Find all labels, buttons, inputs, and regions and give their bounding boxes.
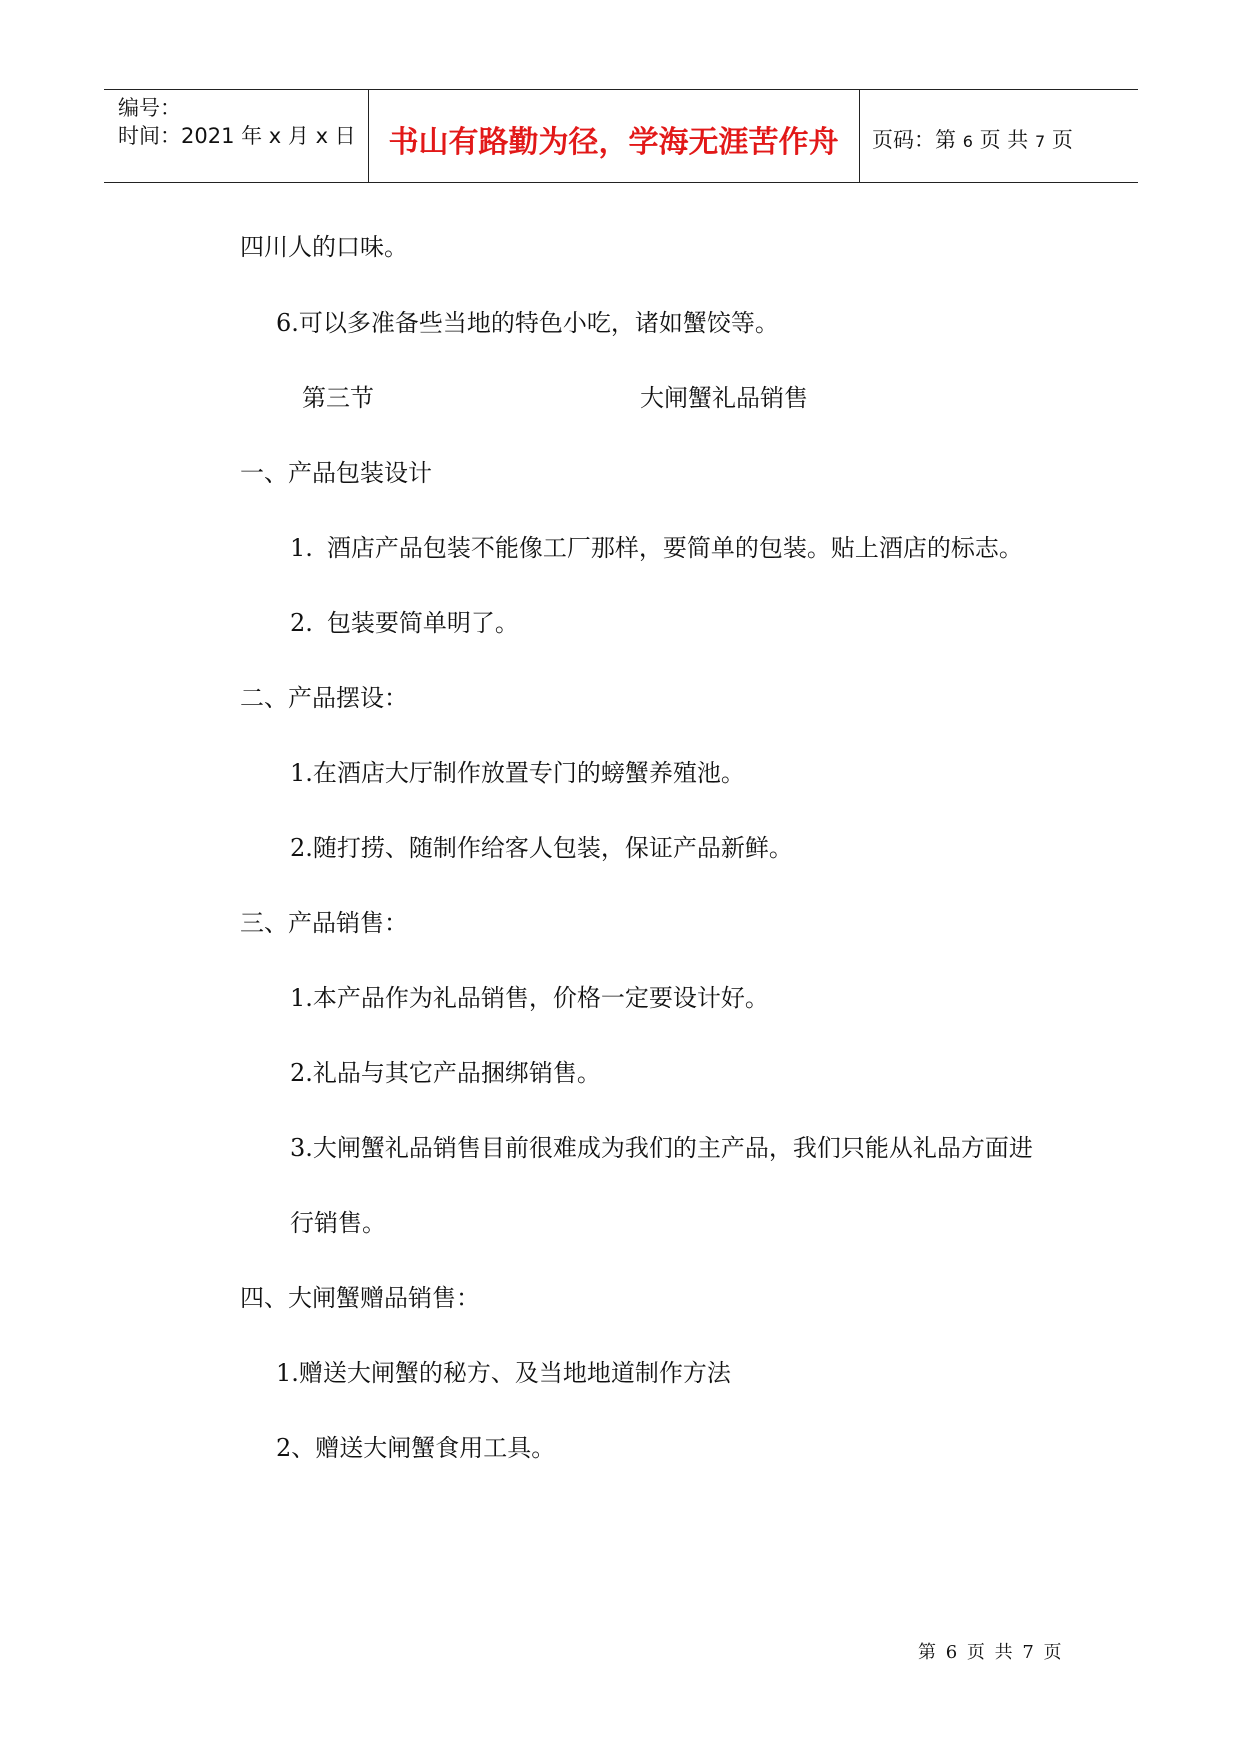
list-item: 1.本产品作为礼品销售，价格一定要设计好。 (290, 984, 769, 1012)
page-footer: 第 6 页 共 7 页 (918, 1642, 1064, 1663)
heading-sales: 三、产品销售： (240, 909, 408, 937)
page-total: 7 (1034, 132, 1046, 151)
header-time: 时间：2021 年 x 月 x 日 (118, 124, 356, 148)
header-motto: 书山有路勤为径，学海无涯苦作舟 (388, 125, 839, 160)
page-current: 6 (962, 132, 973, 151)
list-item (290, 533, 1023, 563)
list-item (290, 608, 519, 638)
heading-display: 二、产品摆设： (240, 684, 408, 712)
list-item: 2、赠送大闸蟹食用工具。 (276, 1434, 556, 1462)
header-divider-right (859, 89, 860, 182)
header-top-rule (104, 89, 1138, 90)
header-number-label: 编号： (118, 96, 181, 120)
list-item-number: 2. (290, 609, 313, 637)
list-item: 2.随打捞、随制作给客人包装，保证产品新鲜。 (290, 834, 793, 862)
list-item-continuation: 行销售。 (290, 1209, 386, 1237)
list-item: 1.赠送大闸蟹的秘方、及当地地道制作方法 (276, 1359, 731, 1387)
header-bottom-rule (104, 182, 1138, 183)
list-item: 3.大闸蟹礼品销售目前很难成为我们的主产品，我们只能从礼品方面进 (290, 1134, 1033, 1162)
heading-packaging: 一、产品包装设计 (240, 459, 432, 487)
body-line-1: 四川人的口味。 (240, 233, 408, 261)
list-item-number: 1. (290, 534, 313, 562)
list-item-text: 包装要简单明了。 (326, 609, 519, 637)
list-item: 2.礼品与其它产品捆绑销售。 (290, 1059, 601, 1087)
body-line-2: 6.可以多准备些当地的特色小吃，诸如蟹饺等。 (276, 309, 779, 337)
list-item: 1.在酒店大厅制作放置专门的螃蟹养殖池。 (290, 759, 745, 787)
page-suffix: 页 (1051, 128, 1073, 152)
list-item-text: 酒店产品包装不能像工厂那样，要简单的包装。贴上酒店的标志。 (326, 534, 1023, 562)
section-label: 第三节 (302, 384, 374, 412)
page-mid: 页 共 (979, 128, 1029, 152)
section-title: 大闸蟹礼品销售 (640, 384, 808, 412)
heading-gift-sales: 四、大闸蟹赠品销售： (240, 1284, 480, 1312)
header-page-info (872, 124, 1073, 154)
page-prefix: 页码：第 (872, 128, 956, 152)
